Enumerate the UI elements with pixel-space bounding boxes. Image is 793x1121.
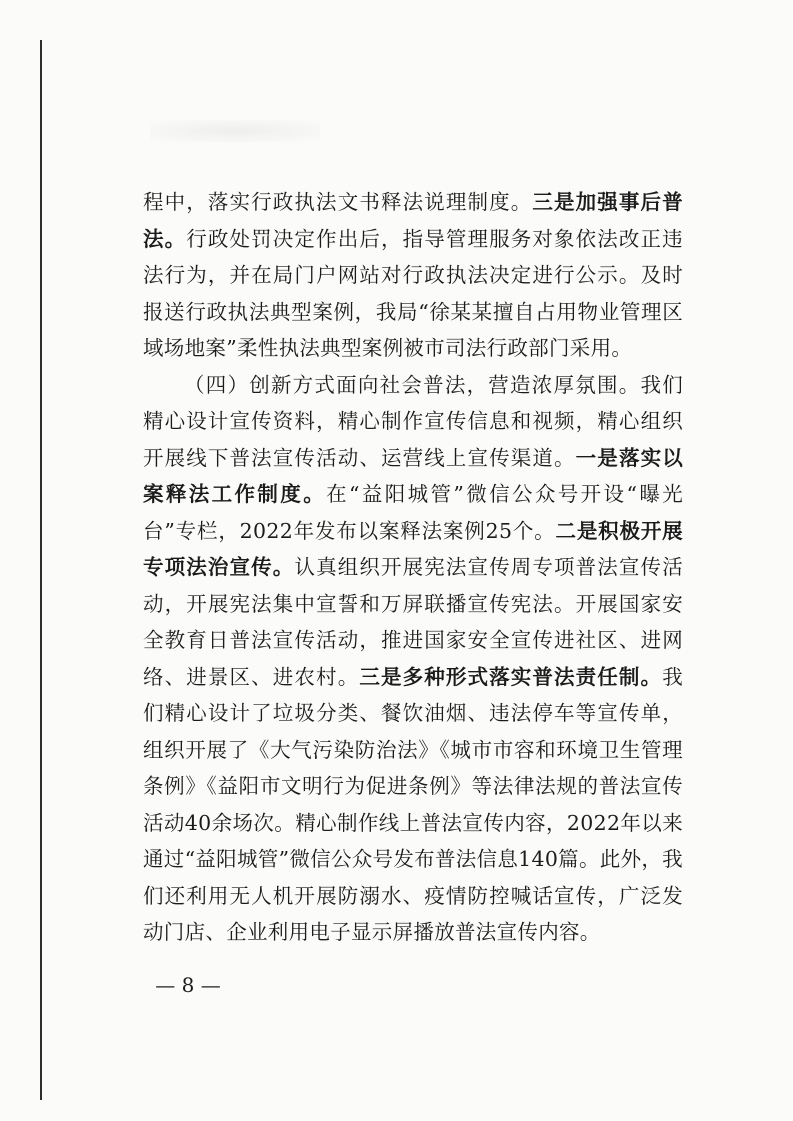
scan-artifact <box>150 120 320 142</box>
paragraph-2-bold-b: 二是积极开展专项法治宣传。 <box>143 518 683 579</box>
paragraph-2-text-a: （四）创新方式面向社会普法，营造浓厚氛围。我们精心设计宣传资料，精心制作宣传信息和视频，精心组织开展线下普法宣传活动、运营线上宣传渠道。 <box>143 372 683 470</box>
document-body <box>143 184 683 951</box>
binding-margin-line <box>40 40 42 1100</box>
paragraph-2-bold-c: 三是多种形式落实普法责任制。 <box>359 664 663 689</box>
paragraph-1-text-b: 行政处罚决定作出后，指导管理服务对象依法改正违法行为，并在局门户网站对行政执法决定进行公示。及时报送行政执法典型案例，我局“徐某某擅自占用物业管理区域场地案”柔性执法典型案例被市司法行政部门采用。 <box>143 226 683 360</box>
paragraph-2-text-c: 认真组织开展宪法宣传周专项普法宣传活动，开展宪法集中宣誓和万屏联播宣传宪法。开展国家安全教育日普法宣传活动，推进国家安全宣传进社区、进网络、进景区、进农村。 <box>143 555 683 689</box>
paragraph-2-text-d: 我们精心设计了垃圾分类、餐饮油烟、违法停车等宣传单，组织开展了《大气污染防治法》《城市市容和环境卫生管理条例》《益阳市文明行为促进条例》等法律法规的普法宣传活动40余场次。精心制作线上普法宣传内容，2022年以来通过“益阳城管”微信公众号发布普法信息140篇。此外，我们还利用无人机开展防溺水、疫情防控喊话宣传，广泛发动门店、企业利用电子显示屏播放普法宣传内容。 <box>143 664 683 944</box>
paragraph-1-text-a: 程中，落实行政执法文书释法说理制度。 <box>143 190 533 214</box>
paragraph-2 <box>143 367 683 951</box>
page-number: — 8 — <box>155 973 221 997</box>
paragraph-1 <box>143 184 683 367</box>
paragraph-2-text-b: 在“益阳城管”微信公众号开设“曝光台”专栏，2022年发布以案释法案例25个。 <box>143 482 683 543</box>
paragraph-2-bold-a: 一是落实以案释法工作制度。 <box>143 445 684 506</box>
paragraph-1-bold-a: 三是加强事后普法。 <box>143 190 683 251</box>
